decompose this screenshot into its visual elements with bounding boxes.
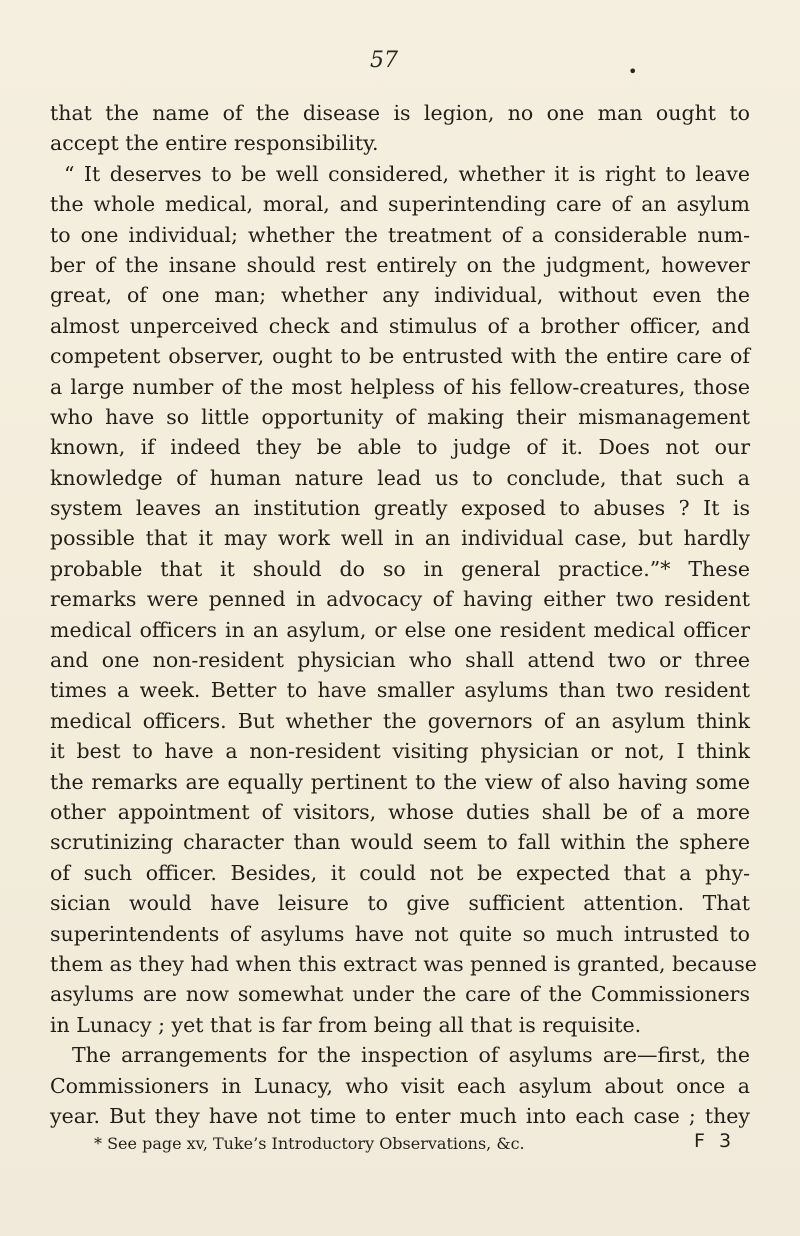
text-line: great, of one man; whether any individual, without even the <box>50 283 750 308</box>
text-line: competent observer, ought to be entrusted with the entire care of <box>50 344 750 369</box>
text-line: “ It deserves to be well considered, whether it is right to leave <box>64 161 750 186</box>
text-line: sician would have leisure to give sufficient attention. That <box>50 891 750 916</box>
body-text <box>50 98 757 1157</box>
text-line: a large number of the most helpless of his fellow-creatures, those <box>50 374 750 399</box>
text-line: probable that it should do so in general practice.”* These <box>50 556 750 581</box>
page-number: 57 <box>370 48 398 73</box>
text-line: it best to have a non-resident visiting physician or not, I think <box>50 739 750 764</box>
text-line: ber of the insane should rest entirely on the judgment, however <box>50 252 750 277</box>
text-line: other appointment of visitors, whose duties shall be of a more <box>50 799 750 824</box>
text-line: scrutinizing character than would seem to fall within the sphere <box>50 830 750 855</box>
text-line: The arrangements for the inspection of asylums are—first, the <box>72 1043 750 1068</box>
text-line: and one non-resident physician who shall attend two or three <box>50 648 750 673</box>
text-line: Commissioners in Lunacy, who visit each asylum about once a <box>50 1073 750 1098</box>
text-line: medical officers. But whether the governors of an asylum think <box>50 708 750 733</box>
text-line: in Lunacy ; yet that is far from being all that is requisite. <box>50 1012 642 1037</box>
text-line: them as they had when this extract was penned is granted, because <box>50 951 757 976</box>
text-line: known, if indeed they be able to judge of it. Does not our <box>50 435 750 460</box>
text-line: possible that it may work well in an individual case, but hardly <box>50 526 750 551</box>
text-line: the remarks are equally pertinent to the view of also having some <box>50 769 750 794</box>
text-line: to one individual; whether the treatment of a considerable num- <box>50 222 750 247</box>
text-line: times a week. Better to have smaller asylums than two resident <box>50 678 750 703</box>
footnote: * See page xv, Tuke’s Introductory Observations, &c. <box>94 1134 525 1154</box>
text-line: of such officer. Besides, it could not be expected that a phy- <box>50 860 750 885</box>
text-line: almost unperceived check and stimulus of a brother officer, and <box>50 313 750 338</box>
text-line: knowledge of human nature lead us to conclude, that such a <box>50 465 750 490</box>
margin-mark: • <box>628 62 638 81</box>
text-line: that the name of the disease is legion, no one man ought to <box>50 101 750 125</box>
text-line: the whole medical, moral, and superintending care of an asylum <box>50 192 750 217</box>
text-line: year. But they have not time to enter much into each case ; they <box>50 1103 750 1128</box>
text-line: who have so little opportunity of making their mismanagement <box>50 404 750 429</box>
text-line: accept the entire responsibility. <box>50 131 379 156</box>
text-line: remarks were penned in advocacy of having either two resident <box>50 587 750 612</box>
text-line: medical officers in an asylum, or else one resident medical officer <box>50 617 750 642</box>
text-line: superintendents of asylums have not quite so much intrusted to <box>50 921 750 946</box>
signature-mark: F 3 <box>694 1130 736 1152</box>
text-line: asylums are now somewhat under the care of the Commissioners <box>50 982 750 1007</box>
text-line: system leaves an institution greatly exposed to abuses ? It is <box>50 496 750 521</box>
